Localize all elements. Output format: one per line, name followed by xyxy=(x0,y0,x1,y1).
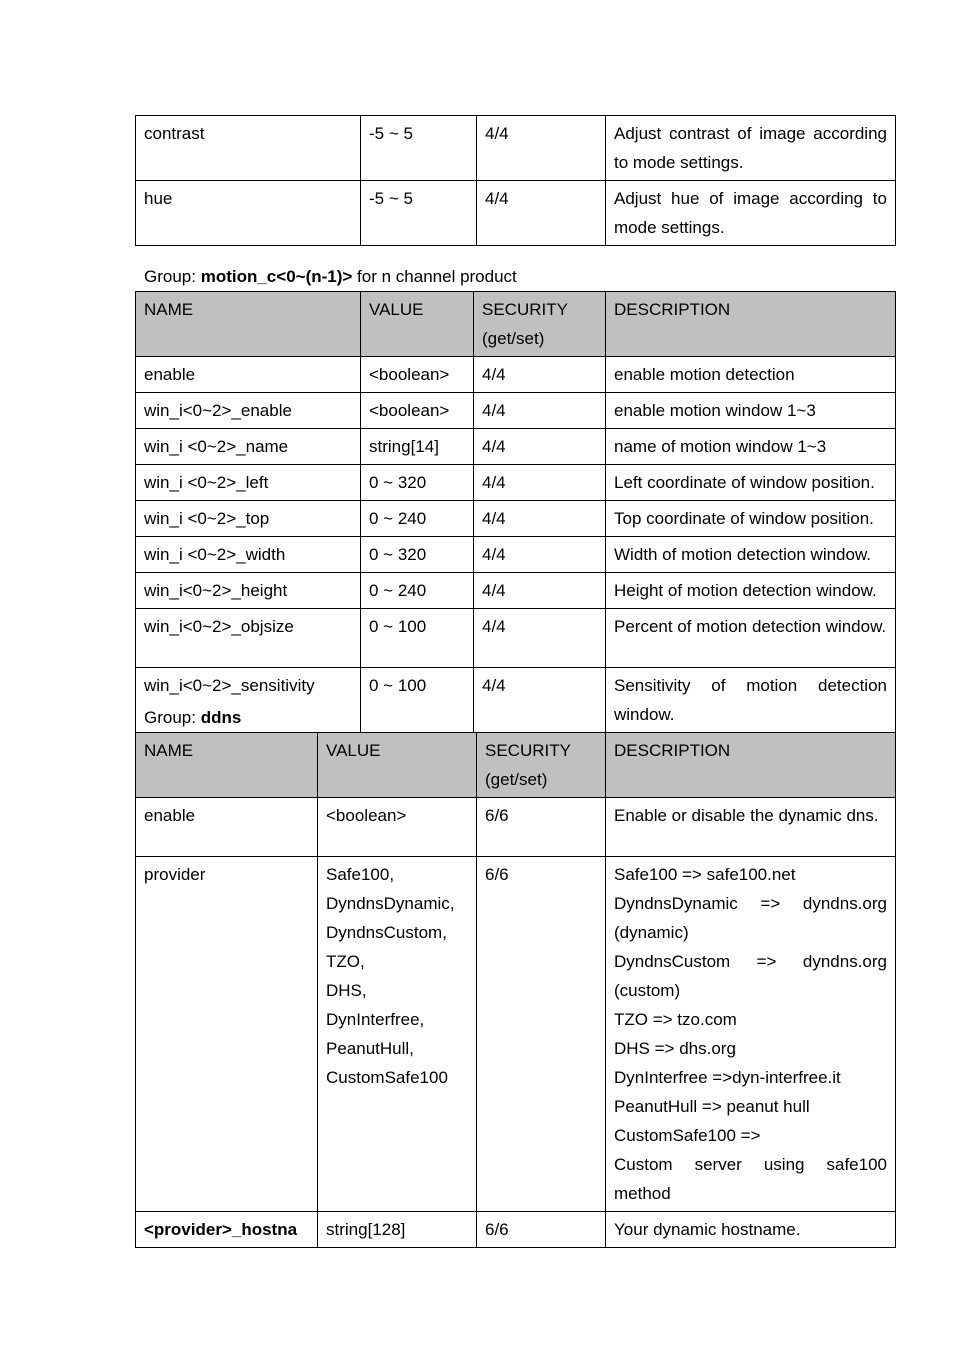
header-description: DESCRIPTION xyxy=(606,292,896,357)
table-row xyxy=(136,429,896,465)
param-name: win_i <0~2>_name xyxy=(136,429,361,465)
table-row xyxy=(136,116,896,181)
param-name: win_i<0~2>_objsize xyxy=(136,609,361,668)
param-description: name of motion window 1~3 xyxy=(606,429,896,465)
params-table-top xyxy=(135,115,896,246)
header-security-line1: SECURITY xyxy=(485,741,571,760)
param-security: 4/4 xyxy=(474,429,606,465)
group-title-ddns xyxy=(144,707,241,729)
param-description: Your dynamic hostname. xyxy=(606,1212,896,1248)
header-security-line2: (get/set) xyxy=(485,770,548,789)
param-security: 4/4 xyxy=(474,537,606,573)
provider-desc-line: DyndnsCustom => dyndns.org (custom) xyxy=(614,952,887,1000)
header-security-line2: (get/set) xyxy=(482,329,545,348)
param-description xyxy=(606,857,896,1212)
param-name: win_i<0~2>_sensitivity xyxy=(136,668,361,733)
table-row xyxy=(136,393,896,429)
provider-value-line: DHS, xyxy=(326,981,367,1000)
header-security xyxy=(477,733,606,798)
provider-value-line: DyndnsDynamic, xyxy=(326,894,455,913)
provider-desc-line: CustomSafe100 => xyxy=(614,1126,761,1145)
table-row xyxy=(136,357,896,393)
params-table-motion xyxy=(135,291,896,733)
param-value: 0 ~ 240 xyxy=(361,501,474,537)
param-description: Width of motion detection window. xyxy=(606,537,896,573)
param-value: 0 ~ 100 xyxy=(361,609,474,668)
group-name: motion_c<0~(n-1)> xyxy=(200,267,353,286)
param-name: enable xyxy=(136,357,361,393)
param-name: hue xyxy=(136,181,361,246)
provider-value-line: PeanutHull, xyxy=(326,1039,414,1058)
header-security-line1: SECURITY xyxy=(482,300,568,319)
param-description: Top coordinate of window position. xyxy=(606,501,896,537)
provider-desc-line: TZO => tzo.com xyxy=(614,1010,737,1029)
param-value: -5 ~ 5 xyxy=(361,116,477,181)
param-value: 0 ~ 100 xyxy=(361,668,474,733)
provider-desc-line: Custom server using safe100 method xyxy=(614,1155,887,1203)
table-row xyxy=(136,501,896,537)
param-value xyxy=(318,857,477,1212)
provider-value-line: DynInterfree, xyxy=(326,1010,425,1029)
provider-value-line: Safe100, xyxy=(326,865,395,884)
param-security: 4/4 xyxy=(474,393,606,429)
param-name: contrast xyxy=(136,116,361,181)
param-security: 4/4 xyxy=(474,609,606,668)
param-description: Left coordinate of window position. xyxy=(606,465,896,501)
param-description: Percent of motion detection window. xyxy=(606,609,896,668)
group-name: ddns xyxy=(200,708,242,727)
table-header-row xyxy=(136,733,896,798)
param-name: win_i <0~2>_width xyxy=(136,537,361,573)
provider-desc-line: PeanutHull => peanut hull xyxy=(614,1097,810,1116)
header-value: VALUE xyxy=(361,292,474,357)
group-prefix: Group: xyxy=(144,708,201,727)
param-value: 0 ~ 240 xyxy=(361,573,474,609)
param-security: 4/4 xyxy=(477,116,606,181)
param-description: Enable or disable the dynamic dns. xyxy=(606,798,896,857)
provider-desc-line: DynInterfree =>dyn-interfree.it xyxy=(614,1068,841,1087)
param-description: Adjust hue of image according to mode settings. xyxy=(606,181,896,246)
param-description: enable motion detection xyxy=(606,357,896,393)
header-value: VALUE xyxy=(318,733,477,798)
provider-desc-line: DyndnsDynamic => dyndns.org (dynamic) xyxy=(614,894,887,942)
param-security: 6/6 xyxy=(477,857,606,1212)
param-description: enable motion window 1~3 xyxy=(606,393,896,429)
param-name: win_i <0~2>_top xyxy=(136,501,361,537)
table-row xyxy=(136,573,896,609)
table-row xyxy=(136,668,896,733)
header-security xyxy=(474,292,606,357)
table-row xyxy=(136,181,896,246)
param-security: 4/4 xyxy=(474,501,606,537)
param-name: enable xyxy=(136,798,318,857)
param-value: string[128] xyxy=(318,1212,477,1248)
param-value: <boolean> xyxy=(361,357,474,393)
param-security: 6/6 xyxy=(477,1212,606,1248)
table-row xyxy=(136,798,896,857)
param-description: Sensitivity of motion detection window. xyxy=(606,668,896,733)
provider-value-line: DyndnsCustom, xyxy=(326,923,447,942)
param-value: string[14] xyxy=(361,429,474,465)
group-prefix: Group: xyxy=(144,267,201,286)
group-title-motion xyxy=(144,266,517,288)
param-value: 0 ~ 320 xyxy=(361,465,474,501)
param-value: <boolean> xyxy=(318,798,477,857)
params-table-ddns xyxy=(135,732,896,1248)
table-header-row xyxy=(136,292,896,357)
provider-value-line: TZO, xyxy=(326,952,365,971)
group-suffix: for n channel product xyxy=(352,267,517,286)
param-name: <provider>_hostna xyxy=(136,1212,318,1248)
param-security: 4/4 xyxy=(474,668,606,733)
param-security: 4/4 xyxy=(474,357,606,393)
param-name: win_i<0~2>_height xyxy=(136,573,361,609)
param-value: <boolean> xyxy=(361,393,474,429)
param-security: 4/4 xyxy=(477,181,606,246)
param-name: win_i<0~2>_enable xyxy=(136,393,361,429)
param-description: Height of motion detection window. xyxy=(606,573,896,609)
provider-desc-line: DHS => dhs.org xyxy=(614,1039,736,1058)
param-name: win_i <0~2>_left xyxy=(136,465,361,501)
param-name: provider xyxy=(136,857,318,1212)
provider-value-line: CustomSafe100 xyxy=(326,1068,448,1087)
table-row xyxy=(136,1212,896,1248)
provider-desc-line: Safe100 => safe100.net xyxy=(614,865,796,884)
param-value: 0 ~ 320 xyxy=(361,537,474,573)
header-description: DESCRIPTION xyxy=(606,733,896,798)
header-name: NAME xyxy=(136,292,361,357)
param-value: -5 ~ 5 xyxy=(361,181,477,246)
param-security: 4/4 xyxy=(474,465,606,501)
param-description: Adjust contrast of image according to mode settings. xyxy=(606,116,896,181)
header-name: NAME xyxy=(136,733,318,798)
table-row xyxy=(136,857,896,1212)
table-row xyxy=(136,609,896,668)
table-row xyxy=(136,537,896,573)
param-security: 6/6 xyxy=(477,798,606,857)
param-security: 4/4 xyxy=(474,573,606,609)
table-row xyxy=(136,465,896,501)
